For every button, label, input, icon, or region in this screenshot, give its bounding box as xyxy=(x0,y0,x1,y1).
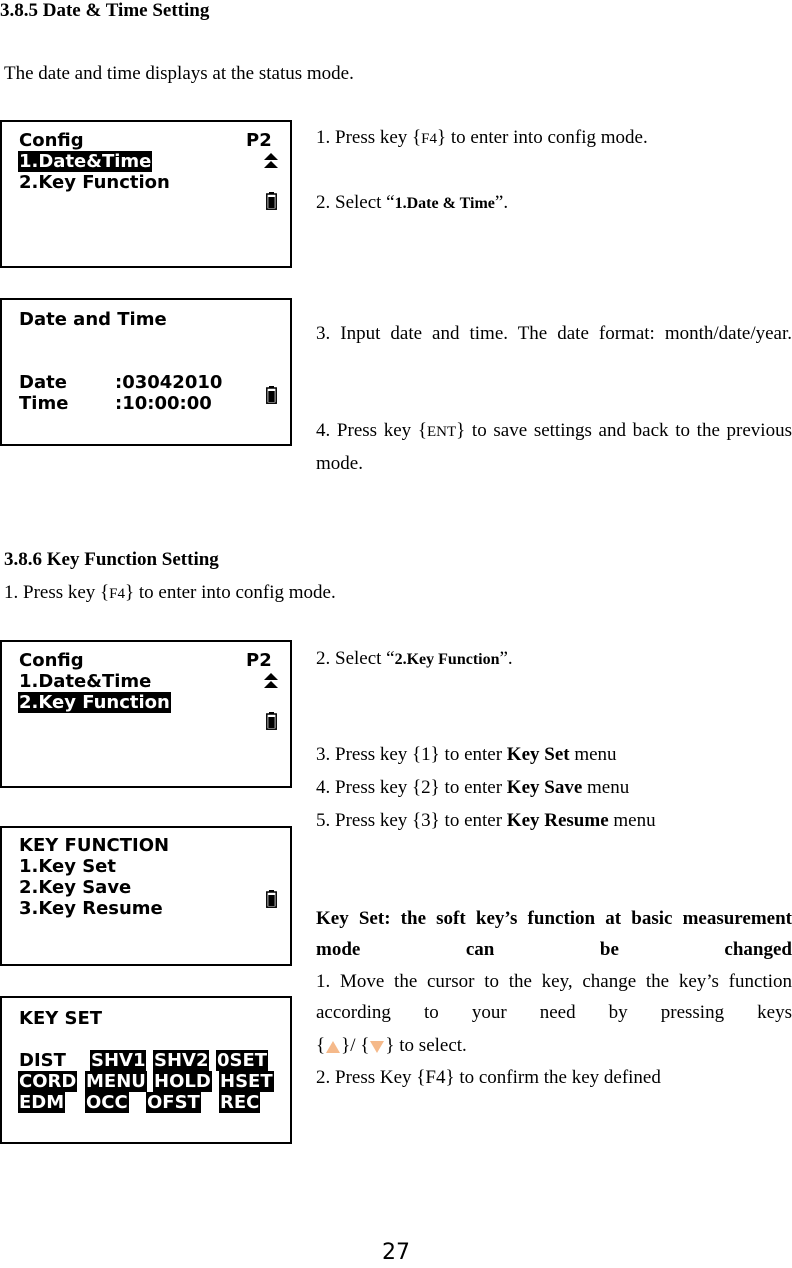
lcd-date-value: :03042010 xyxy=(115,372,223,393)
lcd-item-key-function: 2.Key Function xyxy=(19,172,170,193)
page-number: 27 xyxy=(382,1240,410,1265)
double-up-arrow-icon xyxy=(263,672,279,690)
lcd-screen-key-function xyxy=(0,826,292,966)
key-0set: 0SET xyxy=(217,1050,268,1071)
section-heading-key-function: 3.8.6 Key Function Setting xyxy=(4,549,219,570)
keyset-step1-end: { }/ { } to select. xyxy=(316,1035,467,1056)
key-hold: HOLD xyxy=(154,1071,211,1092)
key-menu: MENU xyxy=(86,1071,146,1092)
key-occ: OCC xyxy=(86,1092,128,1113)
key-cord: CORD xyxy=(19,1071,77,1092)
lcd-time-label: Time xyxy=(19,393,69,414)
intro-text: The date and time displays at the status mode. xyxy=(4,63,354,84)
s2-step5: 5. Press key {3} to enter Key Resume menu xyxy=(316,810,656,831)
lcd-time-value: :10:00:00 xyxy=(115,393,212,414)
key-dist: DIST xyxy=(19,1050,66,1071)
s1-step1: 1. Press key {F4} to enter into config mode. xyxy=(316,127,648,148)
s2-step3: 3. Press key {1} to enter Key Set menu xyxy=(316,744,617,765)
lcd-screen-config-2 xyxy=(0,640,292,788)
s1-step2: 2. Select “1.Date & Time”. xyxy=(316,192,509,213)
triangle-up-icon xyxy=(325,1040,341,1054)
lcd-page: P2 xyxy=(246,650,272,671)
key-edm: EDM xyxy=(19,1092,65,1113)
lcd-title: KEY SET xyxy=(19,1008,103,1029)
lcd-item-key-resume: 3.Key Resume xyxy=(19,898,163,919)
key-shv1: SHV1 xyxy=(91,1050,146,1071)
s1-step4: 4. Press key {ENT} to save settings and back to the previous mode. xyxy=(316,420,792,474)
lcd-item-key-save: 2.Key Save xyxy=(19,877,132,898)
key-ofst: OFST xyxy=(147,1092,200,1113)
lcd-page: P2 xyxy=(246,130,272,151)
keyset-heading: Key Set: the soft key’s function at basic measurement mode can be changed xyxy=(316,908,792,960)
keyset-step2: 2. Press Key {F4} to confirm the key defined xyxy=(316,1067,661,1088)
s1-step3: 3. Input date and time. The date format: month/date/year. xyxy=(316,323,792,344)
lcd-item-date-time: 1.Date&Time xyxy=(19,671,152,692)
s2-step2: 2. Select “2.Key Function”. xyxy=(316,648,513,669)
lcd-screen-key-set xyxy=(0,996,292,1144)
lcd-title: KEY FUNCTION xyxy=(19,835,170,856)
lcd-screen-config-1 xyxy=(0,120,292,268)
key-rec: REC xyxy=(220,1092,260,1113)
double-up-arrow-icon xyxy=(263,152,279,170)
battery-icon xyxy=(266,712,277,730)
lcd-item-key-function-selected: 2.Key Function xyxy=(19,692,170,713)
lcd-title: Config xyxy=(19,650,84,671)
battery-icon xyxy=(266,386,277,404)
s2-step1: 1. Press key {F4} to enter into config mode. xyxy=(4,582,336,603)
battery-icon xyxy=(266,890,277,908)
lcd-title: Date and Time xyxy=(19,309,167,330)
lcd-item-key-set: 1.Key Set xyxy=(19,856,116,877)
lcd-item-date-time-selected: 1.Date&Time xyxy=(19,151,152,172)
keyset-step1-text: 1. Move the cursor to the key, change the key’s function according to your need by pressing keys xyxy=(316,971,792,1023)
battery-icon xyxy=(266,192,277,210)
s2-step4: 4. Press key {2} to enter Key Save menu xyxy=(316,777,630,798)
lcd-date-label: Date xyxy=(19,372,67,393)
key-shv2: SHV2 xyxy=(154,1050,209,1071)
key-hset: HSET xyxy=(220,1071,273,1092)
section-heading-date-time: 3.8.5 Date & Time Setting xyxy=(0,0,210,21)
lcd-screen-date-time xyxy=(0,298,292,446)
lcd-title: Config xyxy=(19,130,84,151)
triangle-down-icon xyxy=(369,1040,385,1054)
